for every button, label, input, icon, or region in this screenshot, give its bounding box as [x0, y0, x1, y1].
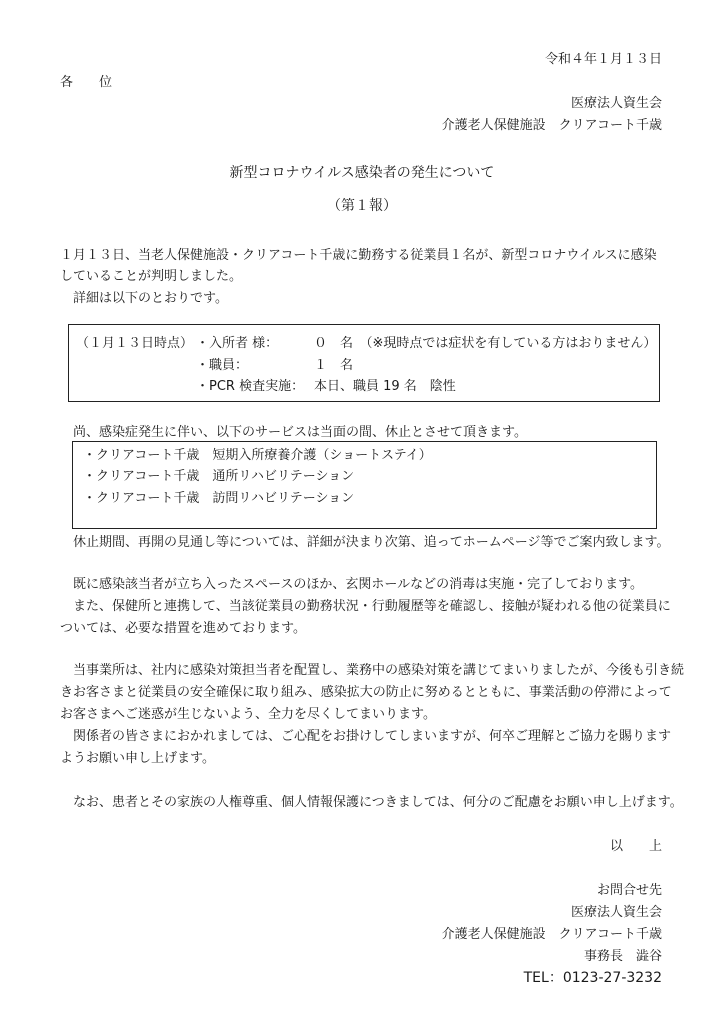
service-item: ・クリアコート千歳 短期入所療養介護（ショートステイ）	[83, 448, 432, 463]
intro-line: 詳細は以下のとおりです。	[73, 291, 228, 306]
status-value-staff: １ 名	[314, 358, 354, 373]
services-intro: 尚、感染症発生に伴い、以下のサービスは当面の間、休止とさせて頂きます。	[73, 425, 527, 440]
document-date: 令和４年１月１３日	[544, 52, 662, 67]
service-item: ・クリアコート千歳 訪問リハビリテーション	[83, 491, 355, 506]
contact-phone: TEL：0123-27-3232	[523, 970, 662, 986]
intro-line: していることが判明しました。	[60, 269, 243, 284]
body-line: 既に感染該当者が立ち入ったスペースのほか、玄関ホールなどの消毒は実施・完了しております。	[73, 577, 644, 592]
issuer-facility: 介護老人保健施設 クリアコート千歳	[441, 118, 662, 133]
status-as-of: （１月１３日時点）	[76, 336, 194, 351]
contact-heading: お問合せ先	[596, 883, 662, 898]
body-line: きお客さまと従業員の安全確保に取り組み、感染拡大の防止に努めるとともに、事業活動の停滞によって	[60, 685, 672, 700]
addressee: 各 位	[60, 75, 113, 90]
closing: 以 上	[609, 839, 662, 854]
status-label-staff: ・職員：	[196, 358, 249, 373]
contact-organization: 医療法人資生会	[570, 905, 662, 920]
service-item: ・クリアコート千歳 通所リハビリテーション	[83, 469, 355, 484]
report-number: （第１報）	[327, 198, 397, 214]
body-line: 当事業所は、社内に感染対策担当者を配置し、業務中の感染対策を講じてまいりましたが、今後も引き続	[73, 663, 685, 678]
intro-line: １月１３日、当老人保健施設・クリアコート千歳に勤務する従業員１名が、新型コロナウイルスに感染	[60, 248, 657, 263]
services-note: 休止期間、再開の見通し等については、詳細が決まり次第、追ってホームページ等でご案内致します。	[73, 535, 670, 550]
body-line: 関係者の皆さまにおかれましては、ご心配をお掛けしてしまいますが、何卒ご理解とご協力を賜ります	[73, 729, 672, 744]
body-line: また、保健所と連携して、当該従業員の勤務状況・行動履歴等を確認し、接触が疑われる他の従業員に	[73, 599, 671, 614]
body-line: ついては、必要な措置を進めております。	[60, 621, 306, 636]
status-label-pcr: ・PCR 検査実施：	[196, 379, 305, 394]
body-line: お客さまへご迷惑が生じないよう、全力を尽くしてまいります。	[60, 707, 436, 722]
status-label-residents: ・入所者 様：	[196, 336, 279, 351]
document-title: 新型コロナウイルス感染者の発生について	[229, 165, 495, 181]
body-line: ようお願い申し上げます。	[60, 751, 215, 766]
status-value-pcr: 本日、職員 19 名 陰性	[314, 379, 456, 394]
body-line: なお、患者とその家族の人権尊重、個人情報保護につきましては、何分のご配慮をお願い申し上げます。	[73, 795, 683, 810]
contact-person: 事務長 澁谷	[583, 949, 662, 964]
contact-facility: 介護老人保健施設 クリアコート千歳	[441, 927, 662, 942]
issuer-organization: 医療法人資生会	[570, 96, 662, 111]
status-value-residents: ０ 名 （※現時点では症状を有している方はおりません）	[314, 336, 657, 351]
